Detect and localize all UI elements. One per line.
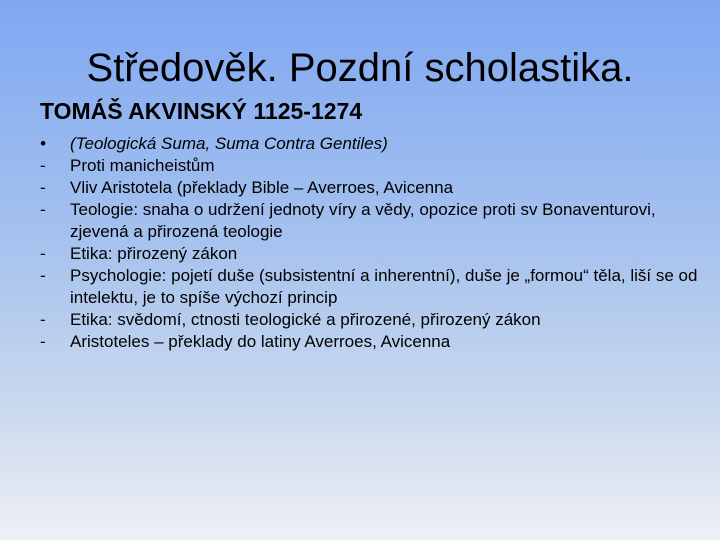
dash-marker: -	[40, 266, 46, 285]
list-item	[40, 243, 700, 265]
bullet-marker: •	[40, 134, 46, 153]
list-item	[40, 199, 700, 243]
dash-marker: -	[40, 332, 46, 351]
dash-marker: -	[40, 200, 46, 219]
slide-title: Středověk. Pozdní scholastika.	[86, 46, 634, 90]
list-item-text: Etika: svědomí, ctnosti teologické a přirozené, přirozený zákon	[70, 310, 541, 329]
dash-marker: -	[40, 156, 46, 175]
list-item-text: Vliv Aristotela (překlady Bible – Averroes, Avicenna	[70, 178, 454, 197]
list-item	[40, 177, 700, 199]
slide-subtitle: TOMÁŠ AKVINSKÝ 1125-1274	[40, 98, 363, 124]
list-item-text: Psychologie: pojetí duše (subsistentní a inherentní), duše je „formou“ těla, liší se od intelektu, je to spíše výchozí princip	[70, 266, 698, 307]
bullet-list	[40, 133, 700, 353]
list-item-text: Teologie: snaha o udržení jednoty víry a vědy, opozice proti sv Bonaventurovi, zjevená a přirozená teologie	[70, 200, 656, 241]
list-item	[40, 155, 700, 177]
list-item-text: (Teologická Suma, Suma Contra Gentiles)	[70, 134, 388, 153]
list-item	[40, 331, 700, 353]
dash-marker: -	[40, 178, 46, 197]
list-item-text: Proti manicheistům	[70, 156, 215, 175]
list-item	[40, 265, 700, 309]
dash-marker: -	[40, 244, 46, 263]
dash-marker: -	[40, 310, 46, 329]
list-item-text: Etika: přirozený zákon	[70, 244, 238, 263]
list-item	[40, 133, 700, 155]
list-item-text: Aristoteles – překlady do latiny Averroes, Avicenna	[70, 332, 451, 351]
list-item	[40, 309, 700, 331]
